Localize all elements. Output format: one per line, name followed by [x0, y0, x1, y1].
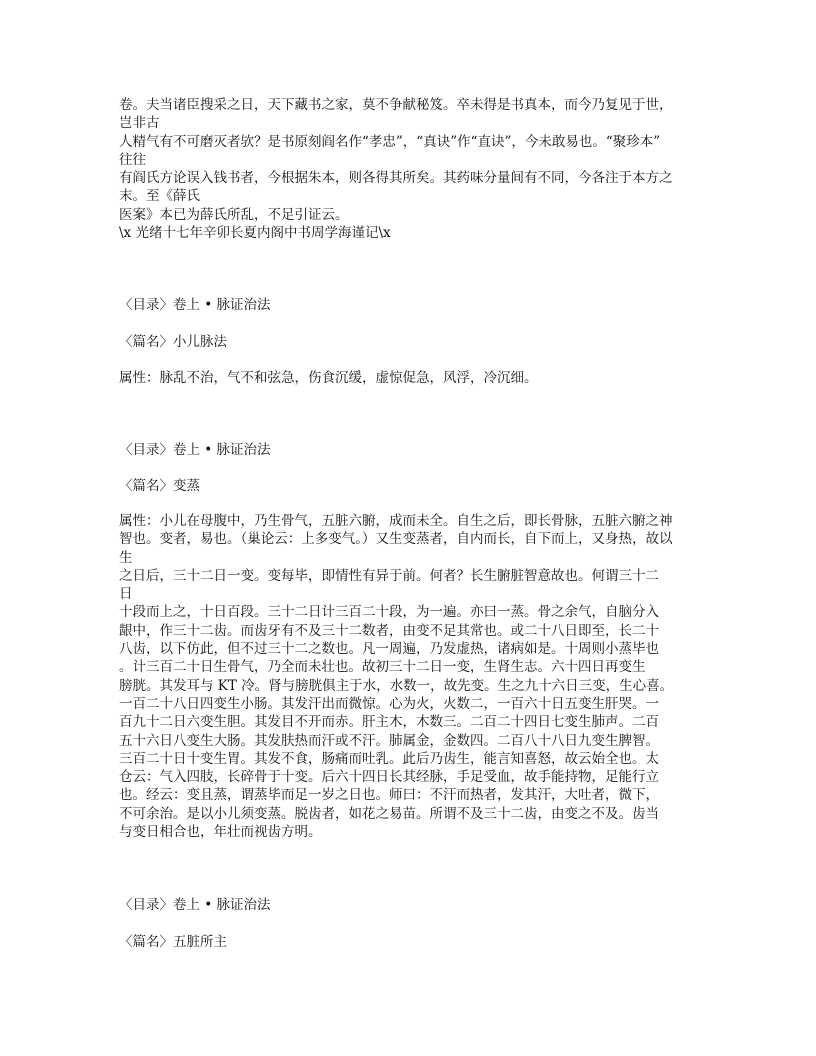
section-body [119, 369, 538, 387]
text-line: 也。经云：变且蒸，谓蒸毕而足一岁之日也。师曰：不汗而热者，发其汗，大吐者，微下， [119, 787, 659, 804]
section-catalog [119, 896, 271, 914]
chapter-title: 〈篇名〉变蒸 [119, 478, 200, 494]
text-line: 有阎氏方论误入钱书者，今根据朱本，则各得其所矣。其药味分量间有不同，今各注于本方之 [119, 170, 673, 187]
text-line: 之日后，三十二日一变。变每毕，即情性有异于前。何者？长生腑脏智意故也。何谓三十二 [119, 567, 659, 584]
text-line: 仓云：气入四肢，长碎骨于十变。后六十四日长其经脉，手足受血，故手能持物，足能行立 [119, 769, 659, 786]
text-line: 。计三百二十日生骨气，乃全而未壮也。故初三十二日一变，生肾生志。六十四日再变生 [119, 659, 646, 676]
section-body [119, 512, 673, 841]
catalog-heading: 〈目录〉卷上 • 脉证治法 [119, 297, 271, 313]
text-line: 五十六日八变生大肠。其发肤热而汗或不汗。肺属金，金数四。二百八十八日九变生脾智。 [119, 732, 659, 749]
text-line: 一百二十八日四变生小肠。其发汗出而微惊。心为火，火数二，一百六十日五变生肝哭。一 [119, 695, 659, 712]
text-line: 八齿，以下仿此，但不过三十二之数也。凡一周遍，乃发虚热，诸病如是。十周则小蒸毕也 [119, 641, 659, 658]
text-line: 岂非古 [119, 115, 160, 132]
text-line: 百九十二日六变生胆。其发目不开而赤。肝主木，木数三。二百二十四日七变生肺声。二百 [119, 714, 659, 731]
text-line: 三百二十日十变生胃。其发不食，肠痛而吐乳。此后乃齿生，能言知喜怒，故云始全也。太 [119, 750, 659, 767]
text-line: 卷。夫当诸臣搜采之日，天下藏书之家，莫不争献秘笈。卒未得是书真本，而今乃复见于世， [119, 97, 673, 113]
preface-text [119, 96, 673, 242]
section-title [119, 933, 227, 951]
section-title [119, 333, 227, 351]
text-line: 龈中，作三十二齿。而齿牙有不及三十二数者，由变不足其常也。或二十八日即至，长二十 [119, 622, 659, 639]
text-line: 日 [119, 586, 133, 603]
section-catalog [119, 296, 271, 314]
text-line: 十段而上之，十日百段。三十二日计三百二十段，为一遍。亦曰一蒸。骨之余气，自脑分入 [119, 604, 659, 621]
text-line: 智也。变者，易也。（巢论云：上多变气。）又生变蒸者，自内而长，自下而上，又身热，故以 [119, 531, 673, 548]
section-title [119, 477, 200, 495]
text-line: 末。至《薛氏 [119, 188, 200, 205]
text-line: 属性：脉乱不治，气不和弦急，伤食沉缓，虚惊促急，风浮，冷沉细。 [119, 370, 538, 386]
text-line: 往往 [119, 151, 146, 168]
chapter-title: 〈篇名〉五脏所主 [119, 934, 227, 950]
text-line: 膀胱。其发耳与 KT 冷。肾与膀胱俱主于水，水数一，故先变。生之九十六日三变，生心喜。 [119, 677, 674, 694]
text-line: \x 光绪十七年辛卯长夏内阁中书周学海谨记\x [119, 225, 391, 242]
text-line: 与变日相合也，年壮而视齿方明。 [119, 824, 322, 841]
catalog-heading: 〈目录〉卷上 • 脉证治法 [119, 442, 271, 458]
section-catalog [119, 441, 271, 459]
text-line: 医案》本已为薛氏所乱，不足引证云。 [119, 206, 349, 223]
text-line: 属性：小儿在母腹中，乃生骨气，五脏六腑，成而未全。自生之后，即长骨脉，五脏六腑之神 [119, 513, 673, 529]
text-line: 生 [119, 549, 133, 566]
catalog-heading: 〈目录〉卷上 • 脉证治法 [119, 897, 271, 913]
text-line: 不可余治。是以小儿须变蒸。脱齿者，如花之易苗。所谓不及三十二齿，由变之不及。齿当 [119, 805, 659, 822]
text-line: 人精气有不可磨灭者欤？是书原刻阎名作“孝忠”，“真诀”作“直诀”，今未敢易也。“聚珍本” [119, 133, 661, 150]
chapter-title: 〈篇名〉小儿脉法 [119, 334, 227, 350]
